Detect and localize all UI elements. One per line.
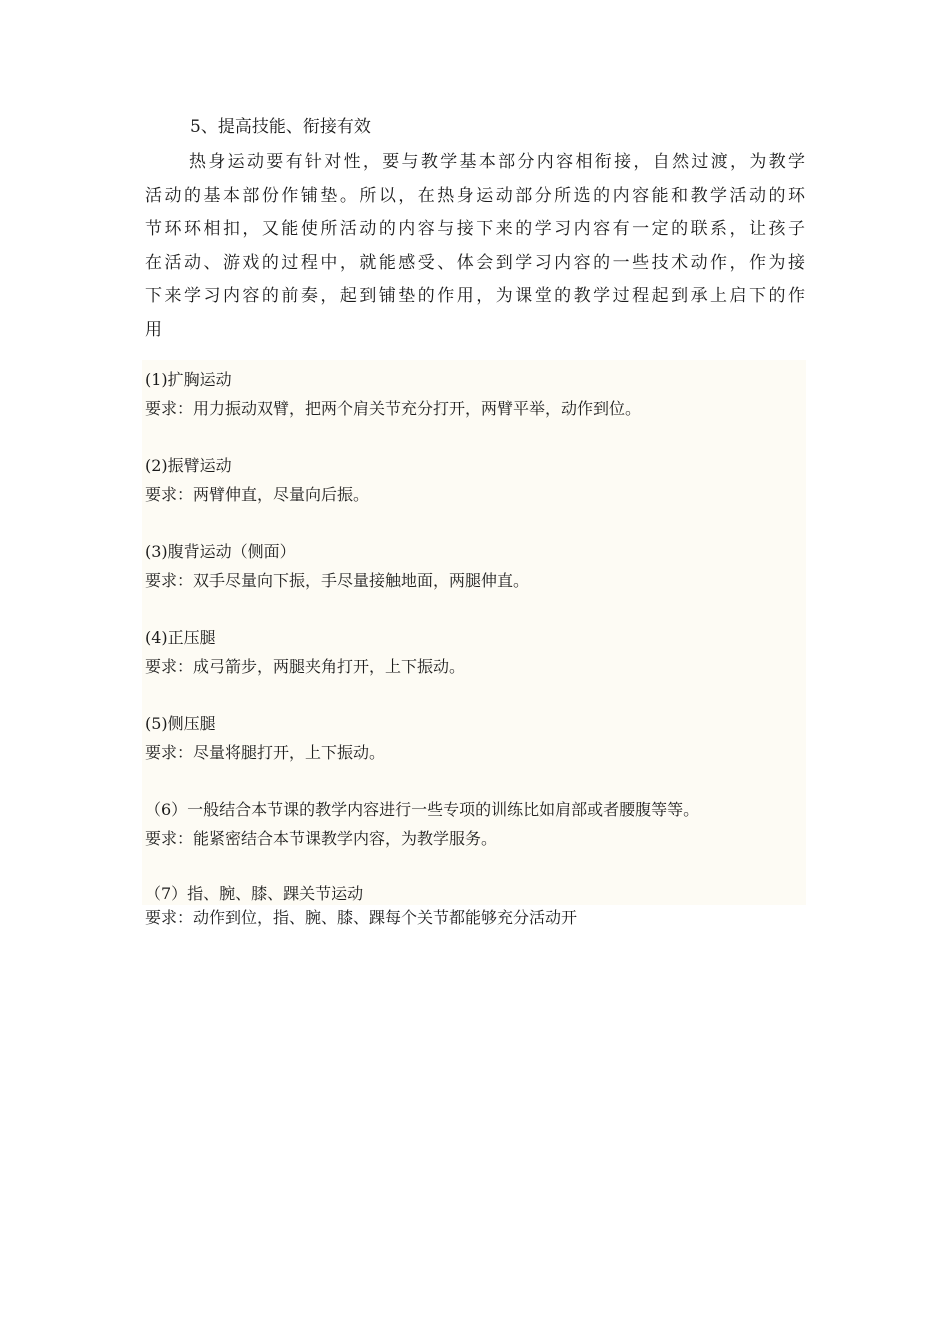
exercise-item-6 (145, 796, 699, 853)
paragraph-line: 热身运动要有针对性，要与教学基本部分内容相衔接，自然过渡，为教学 (189, 152, 805, 172)
paragraph-line: 活动的基本部份作铺垫。所以，在热身运动部分所选的内容能和教学活动的环 (145, 185, 805, 206)
exercise-requirement: 要求：尽量将腿打开，上下振动。 (145, 742, 386, 762)
exercise-requirement: 要求：能紧密结合本节课教学内容，为教学服务。 (145, 828, 498, 848)
exercise-title: (3)腹背运动（侧面） (145, 542, 296, 561)
exercise-item-1 (145, 366, 641, 423)
exercise-title: (2)振臂运动 (145, 456, 232, 475)
intro-paragraph (145, 146, 805, 348)
exercise-title: (5)侧压腿 (145, 714, 216, 733)
exercise-title: （6）一般结合本节课的教学内容进行一些专项的训练比如肩部或者腰腹等等。 (145, 800, 700, 819)
paragraph-line: 下来学习内容的前奏，起到铺垫的作用，为课堂的教学过程起到承上启下的作 (145, 286, 805, 307)
exercise-item-7 (145, 882, 577, 930)
exercise-item-2 (145, 452, 369, 509)
exercise-item-3 (145, 538, 529, 595)
exercise-title: (1)扩胸运动 (145, 370, 232, 389)
paragraph-line: 在活动、游戏的过程中，就能感受、体会到学习内容的一些技术动作，作为接 (145, 252, 805, 273)
exercise-requirement: 要求：双手尽量向下振，手尽量接触地面，两腿伸直。 (145, 570, 530, 590)
section-heading: 5、提高技能、衔接有效 (190, 117, 371, 137)
paragraph-line: 节环环相扣，又能使所活动的内容与接下来的学习内容有一定的联系，让孩子 (145, 219, 805, 240)
paragraph-line: 用 (145, 319, 162, 340)
exercise-requirement: 要求：用力振动双臂，把两个肩关节充分打开，两臂平举，动作到位。 (145, 398, 642, 418)
exercise-requirement: 要求：动作到位，指、腕、膝、踝每个关节都能够充分活动开 (145, 908, 578, 927)
exercise-item-5 (145, 710, 385, 767)
exercise-title: （7）指、腕、膝、踝关节运动 (145, 884, 364, 903)
exercise-item-4 (145, 624, 465, 681)
exercise-requirement: 要求：两臂伸直，尽量向后振。 (145, 484, 370, 504)
exercise-title: (4)正压腿 (145, 628, 216, 647)
exercise-requirement: 要求：成弓箭步，两腿夹角打开，上下振动。 (145, 656, 466, 676)
